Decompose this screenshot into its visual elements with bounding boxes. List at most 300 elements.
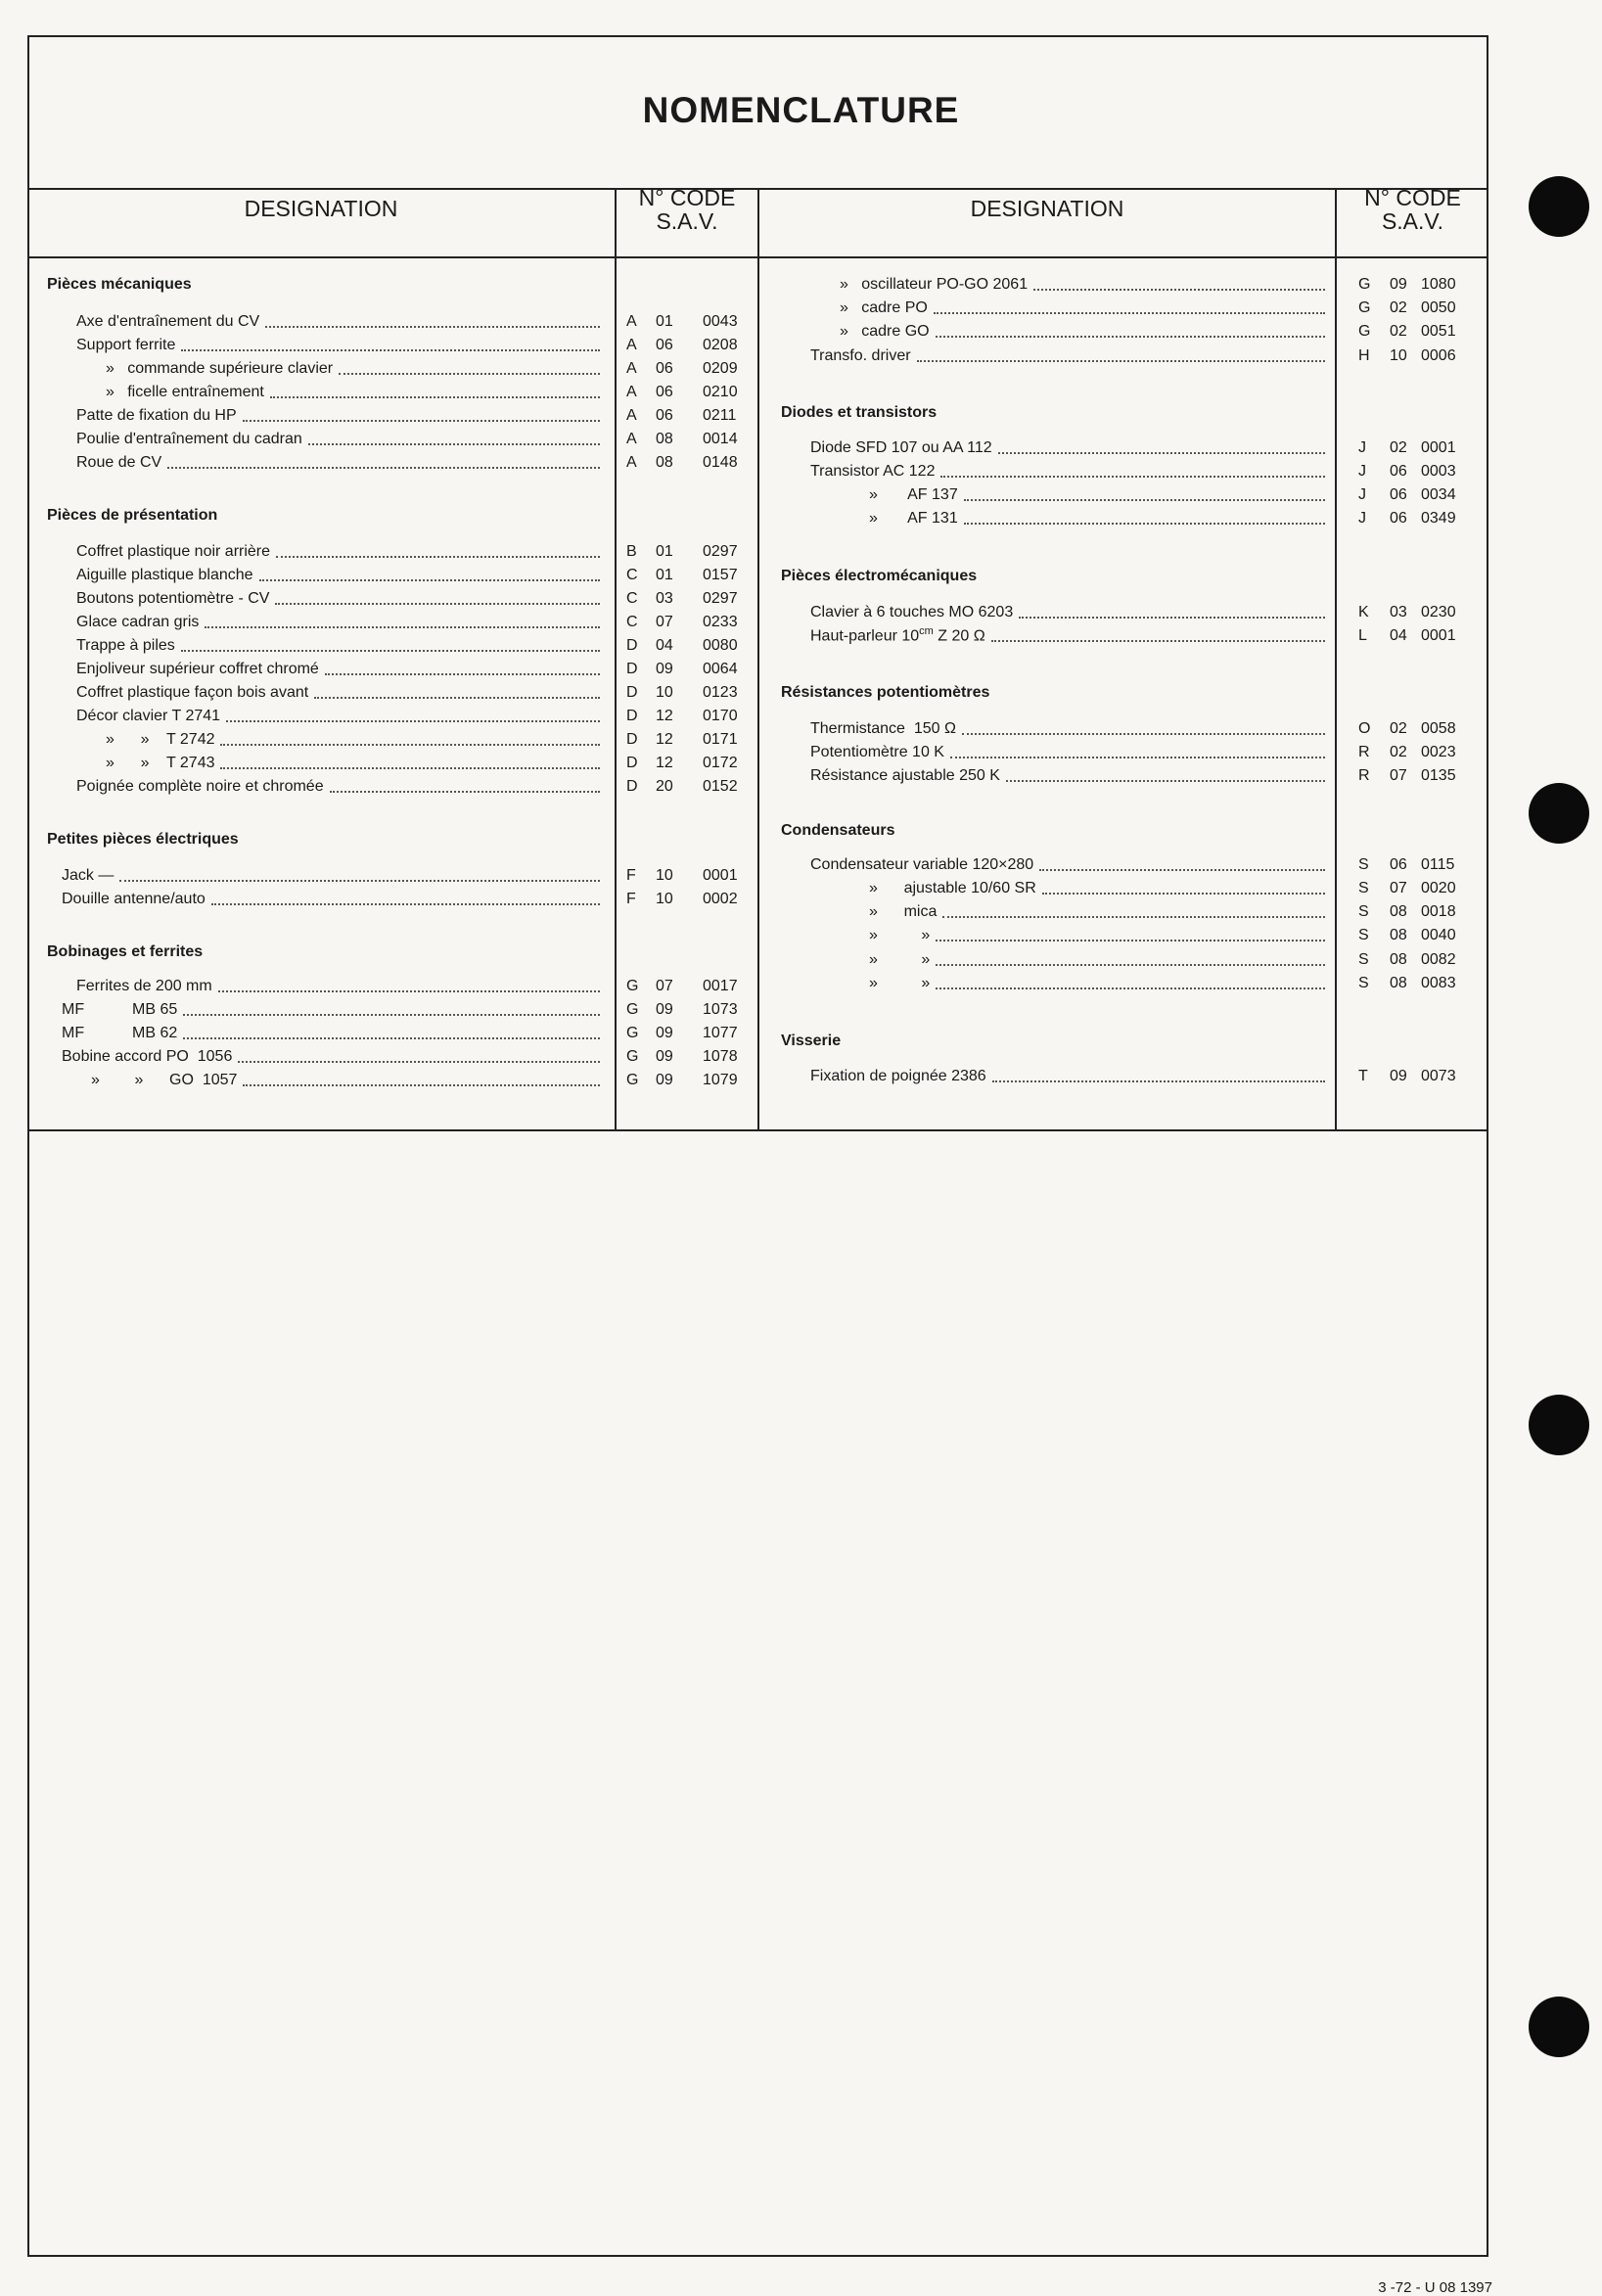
code-part: 02 — [1390, 439, 1407, 456]
part-row — [810, 437, 1329, 459]
code-part: D — [626, 731, 638, 748]
code-part: 0172 — [703, 755, 738, 771]
dot-leader — [940, 475, 1325, 478]
section-heading: Diodes et transistors — [781, 404, 938, 421]
code-part: J — [1358, 486, 1366, 503]
dot-leader — [218, 989, 600, 992]
code-part: G — [626, 1072, 639, 1088]
code-part: D — [626, 755, 638, 771]
sav-code — [1358, 1066, 1476, 1087]
dot-leader — [276, 555, 600, 558]
part-row — [869, 484, 1329, 506]
part-row — [76, 976, 604, 997]
dot-leader — [936, 939, 1325, 941]
part-row — [810, 345, 1329, 367]
sav-code — [1358, 742, 1476, 763]
sav-code — [1358, 973, 1476, 994]
dot-leader — [936, 335, 1325, 338]
part-designation: » » GO 1057 — [91, 1072, 238, 1088]
sav-code — [626, 659, 744, 680]
section-heading: Visserie — [781, 1033, 842, 1049]
code-part: 0208 — [703, 337, 738, 353]
sav-code — [1358, 602, 1476, 623]
code-part: 07 — [656, 978, 673, 994]
code-part: 01 — [656, 543, 673, 560]
code-part: S — [1358, 903, 1369, 920]
code-part: 04 — [656, 637, 673, 654]
code-part: 0148 — [703, 454, 738, 471]
header-designation-right: DESIGNATION — [970, 196, 1124, 221]
code-part: 0020 — [1421, 880, 1456, 896]
code-part: 0043 — [703, 313, 738, 330]
code-part: 0210 — [703, 384, 738, 400]
code-part: A — [626, 313, 637, 330]
sav-code — [1358, 878, 1476, 899]
sav-code — [626, 612, 744, 633]
binder-hole — [1529, 176, 1589, 237]
sav-code — [626, 311, 744, 333]
code-part: 12 — [656, 755, 673, 771]
binder-hole — [1529, 1395, 1589, 1455]
dot-leader — [1042, 892, 1325, 895]
code-part: 06 — [1390, 510, 1407, 527]
part-designation: Potentiomètre 10 K — [810, 744, 944, 760]
code-part: 06 — [656, 360, 673, 377]
dot-leader — [243, 1083, 600, 1086]
part-row — [840, 298, 1329, 319]
sav-code — [626, 1070, 744, 1091]
part-designation: Bobine accord PO 1056 — [62, 1048, 233, 1065]
code-part: S — [1358, 927, 1369, 943]
code-part: C — [626, 614, 638, 630]
code-part: 1073 — [703, 1001, 738, 1018]
dot-leader — [220, 743, 600, 746]
sav-code — [1358, 901, 1476, 923]
code-part: 0014 — [703, 431, 738, 447]
section-heading: Pièces électromécaniques — [781, 568, 978, 584]
part-designation: Patte de fixation du HP — [76, 407, 237, 424]
sav-code — [1358, 274, 1476, 296]
part-row — [76, 588, 604, 610]
code-part: D — [626, 661, 638, 677]
code-part: 0170 — [703, 708, 738, 724]
dot-leader — [314, 696, 600, 699]
part-row — [76, 541, 604, 563]
code-part: O — [1358, 720, 1371, 737]
sav-code — [626, 358, 744, 380]
code-part: F — [626, 867, 636, 884]
code-part: 0002 — [703, 891, 738, 907]
dot-leader — [962, 732, 1325, 735]
sav-code — [626, 976, 744, 997]
part-designation: » cadre PO — [840, 299, 928, 316]
code-part: 09 — [656, 1025, 673, 1041]
code-part: H — [1358, 347, 1370, 364]
code-part: 02 — [1390, 744, 1407, 760]
dot-leader — [243, 419, 600, 422]
dot-leader — [238, 1060, 600, 1063]
part-designation: » » T 2743 — [106, 755, 215, 771]
sav-code — [626, 682, 744, 704]
part-designation: Transistor AC 122 — [810, 463, 936, 480]
part-row — [869, 925, 1329, 946]
code-part: 08 — [1390, 951, 1407, 968]
code-part: 0006 — [1421, 347, 1456, 364]
code-part: 08 — [1390, 975, 1407, 991]
dot-leader — [950, 756, 1325, 758]
part-row — [76, 452, 604, 474]
sav-code — [1358, 854, 1476, 876]
code-part: 06 — [1390, 486, 1407, 503]
dot-leader — [259, 578, 600, 581]
part-row — [106, 382, 604, 403]
code-part: 06 — [1390, 463, 1407, 480]
sav-code — [626, 565, 744, 586]
code-part: 0230 — [1421, 604, 1456, 620]
sav-code — [626, 335, 744, 356]
code-part: 1080 — [1421, 276, 1456, 293]
code-part: 0034 — [1421, 486, 1456, 503]
part-row — [76, 635, 604, 657]
section-heading: Pièces de présentation — [47, 507, 218, 524]
section-heading: Condensateurs — [781, 822, 895, 839]
code-part: 10 — [656, 891, 673, 907]
dot-leader — [998, 451, 1325, 454]
code-part: 09 — [656, 661, 673, 677]
part-designation: Support ferrite — [76, 337, 176, 353]
part-row — [869, 508, 1329, 529]
part-row — [869, 949, 1329, 971]
part-designation: Thermistance 150 Ω — [810, 720, 956, 737]
part-designation: Coffret plastique noir arrière — [76, 543, 271, 560]
code-part: G — [1358, 323, 1371, 340]
code-part: A — [626, 454, 637, 471]
code-part: S — [1358, 880, 1369, 896]
part-row — [840, 274, 1329, 296]
code-part: 01 — [656, 567, 673, 583]
part-row — [76, 706, 604, 727]
code-part: 09 — [1390, 1068, 1407, 1084]
part-row — [869, 878, 1329, 899]
code-part: D — [626, 778, 638, 795]
code-part: 12 — [656, 708, 673, 724]
sav-code — [626, 776, 744, 798]
part-designation: » » — [869, 927, 931, 943]
part-row — [840, 321, 1329, 343]
part-row — [106, 753, 604, 774]
dot-leader — [991, 639, 1325, 642]
code-part: G — [626, 1025, 639, 1041]
part-designation: Douille antenne/auto — [62, 891, 206, 907]
dot-leader — [275, 602, 600, 605]
sav-code — [1358, 345, 1476, 367]
dot-leader — [205, 625, 600, 628]
part-row — [91, 1070, 604, 1091]
part-designation: MF MB 62 — [62, 1025, 178, 1041]
code-part: 0123 — [703, 684, 738, 701]
dot-leader — [183, 1013, 600, 1016]
code-part: 0001 — [703, 867, 738, 884]
sav-code — [626, 588, 744, 610]
part-row — [62, 1023, 604, 1044]
code-part: 0064 — [703, 661, 738, 677]
code-part: 09 — [656, 1072, 673, 1088]
code-part: 0017 — [703, 978, 738, 994]
part-row — [869, 973, 1329, 994]
part-designation: » » — [869, 975, 931, 991]
sav-code — [1358, 925, 1476, 946]
code-part: 0050 — [1421, 299, 1456, 316]
header-designation-left: DESIGNATION — [244, 196, 398, 221]
part-designation: Transfo. driver — [810, 347, 911, 364]
code-part: 0297 — [703, 543, 738, 560]
part-designation: » ajustable 10/60 SR — [869, 880, 1036, 896]
binder-hole — [1529, 783, 1589, 844]
code-part: 07 — [656, 614, 673, 630]
sav-code — [626, 452, 744, 474]
code-part: 07 — [1390, 880, 1407, 896]
sav-code — [1358, 718, 1476, 740]
sav-code — [626, 429, 744, 450]
sav-code — [626, 541, 744, 563]
code-part: 02 — [1390, 323, 1407, 340]
header-code-left: N° CODE S.A.V. — [638, 185, 736, 234]
code-part: 12 — [656, 731, 673, 748]
code-part: 04 — [1390, 627, 1407, 644]
code-part: 0152 — [703, 778, 738, 795]
part-row — [76, 776, 604, 798]
binder-hole — [1529, 1997, 1589, 2057]
part-designation: Poulie d'entraînement du cadran — [76, 431, 302, 447]
part-row — [62, 889, 604, 910]
part-designation: Coffret plastique façon bois avant — [76, 684, 309, 701]
code-part: 0023 — [1421, 744, 1456, 760]
dot-leader — [265, 325, 600, 328]
code-part: G — [1358, 299, 1371, 316]
sav-code — [1358, 437, 1476, 459]
code-part: B — [626, 543, 637, 560]
code-part: 1078 — [703, 1048, 738, 1065]
part-row — [62, 865, 604, 887]
part-designation: Clavier à 6 touches MO 6203 — [810, 604, 1014, 620]
part-designation: Poignée complète noire et chromée — [76, 778, 324, 795]
part-designation: » AF 131 — [869, 510, 958, 527]
part-row — [810, 765, 1329, 787]
part-designation: Aiguille plastique blanche — [76, 567, 253, 583]
code-part: 0018 — [1421, 903, 1456, 920]
document-reference: 3 -72 - U 08 1397 — [1378, 2279, 1492, 2296]
code-part: 0115 — [1421, 856, 1455, 873]
part-designation: » » T 2742 — [106, 731, 215, 748]
part-designation: » AF 137 — [869, 486, 958, 503]
part-row — [62, 999, 604, 1021]
part-designation: Ferrites de 200 mm — [76, 978, 212, 994]
dot-leader — [1039, 868, 1325, 871]
part-row — [76, 612, 604, 633]
sav-code — [1358, 625, 1476, 647]
code-part: 0073 — [1421, 1068, 1456, 1084]
sav-code — [1358, 461, 1476, 482]
code-part: A — [626, 384, 637, 400]
code-part: 02 — [1390, 299, 1407, 316]
part-row — [106, 358, 604, 380]
code-part: 02 — [1390, 720, 1407, 737]
part-designation: » mica — [869, 903, 938, 920]
code-part: 08 — [656, 454, 673, 471]
part-designation: Décor clavier T 2741 — [76, 708, 221, 724]
code-part: 0058 — [1421, 720, 1456, 737]
sav-code — [1358, 765, 1476, 787]
part-row — [810, 1066, 1329, 1087]
code-part: F — [626, 891, 636, 907]
code-part: J — [1358, 510, 1366, 527]
sav-code — [1358, 298, 1476, 319]
code-part: 08 — [1390, 903, 1407, 920]
part-designation: Jack — — [62, 867, 114, 884]
dot-leader — [964, 522, 1325, 525]
sav-code — [1358, 508, 1476, 529]
code-part: 06 — [656, 407, 673, 424]
dot-leader — [992, 1079, 1325, 1082]
part-row — [76, 429, 604, 450]
dot-leader — [167, 466, 600, 469]
code-part: 10 — [656, 867, 673, 884]
part-row — [76, 405, 604, 427]
code-part: 0135 — [1421, 767, 1456, 784]
code-part: C — [626, 567, 638, 583]
code-part: 1079 — [703, 1072, 738, 1088]
code-part: 09 — [1390, 276, 1407, 293]
code-part: T — [1358, 1068, 1368, 1084]
dot-leader — [330, 790, 600, 793]
dot-leader — [1006, 779, 1325, 782]
code-part: 0082 — [1421, 951, 1456, 968]
table-bottom-rule — [27, 1129, 1488, 1131]
sav-code — [1358, 484, 1476, 506]
code-part: 0001 — [1421, 627, 1456, 644]
code-part: 0083 — [1421, 975, 1456, 991]
code-part: G — [626, 1048, 639, 1065]
code-part: R — [1358, 767, 1370, 784]
code-part: K — [1358, 604, 1369, 620]
code-part: 0233 — [703, 614, 738, 630]
part-designation: Condensateur variable 120×280 — [810, 856, 1034, 873]
code-part: 0209 — [703, 360, 738, 377]
part-row — [810, 854, 1329, 876]
left-code-divider — [615, 188, 617, 1129]
section-heading: Résistances potentiomètres — [781, 684, 990, 701]
part-designation: » » — [869, 951, 931, 968]
code-part: 07 — [1390, 767, 1407, 784]
sav-code — [626, 405, 744, 427]
part-designation: Fixation de poignée 2386 — [810, 1068, 986, 1084]
dot-leader — [917, 359, 1325, 362]
code-part: 10 — [656, 684, 673, 701]
code-part: 09 — [656, 1001, 673, 1018]
dot-leader — [181, 348, 600, 351]
sav-code — [1358, 321, 1476, 343]
code-part: 0003 — [1421, 463, 1456, 480]
section-heading: Petites pièces électriques — [47, 831, 239, 848]
center-divider — [757, 188, 759, 1129]
part-row — [810, 625, 1329, 647]
part-row — [106, 729, 604, 751]
code-part: G — [1358, 276, 1371, 293]
dot-leader — [226, 719, 600, 722]
sav-code — [626, 865, 744, 887]
part-designation: Résistance ajustable 250 K — [810, 767, 1000, 784]
code-part: G — [626, 1001, 639, 1018]
code-part: 06 — [656, 337, 673, 353]
code-part: S — [1358, 856, 1369, 873]
part-designation: Boutons potentiomètre - CV — [76, 590, 270, 607]
code-part: G — [626, 978, 639, 994]
part-designation: Enjoliveur supérieur coffret chromé — [76, 661, 319, 677]
code-part: 03 — [1390, 604, 1407, 620]
sav-code — [626, 1046, 744, 1068]
code-part: 10 — [1390, 347, 1407, 364]
code-part: 08 — [1390, 927, 1407, 943]
code-part: L — [1358, 627, 1367, 644]
code-part: D — [626, 637, 638, 654]
sav-code — [626, 382, 744, 403]
sav-code — [626, 999, 744, 1021]
code-part: 0040 — [1421, 927, 1456, 943]
dot-leader — [936, 987, 1325, 989]
code-part: 0349 — [1421, 510, 1456, 527]
dot-leader — [325, 672, 600, 675]
sav-code — [626, 729, 744, 751]
code-part: R — [1358, 744, 1370, 760]
code-part: A — [626, 360, 637, 377]
part-designation: » ficelle entraînement — [106, 384, 264, 400]
part-designation: Haut-parleur $10^{cm}$ Z 20 Ω — [810, 624, 985, 644]
code-part: 1077 — [703, 1025, 738, 1041]
dot-leader — [181, 649, 600, 652]
page-title: NOMENCLATURE — [642, 90, 960, 130]
dot-leader — [1033, 288, 1325, 291]
code-part: A — [626, 407, 637, 424]
sav-code — [626, 706, 744, 727]
code-part: 0001 — [1421, 439, 1456, 456]
part-row — [76, 311, 604, 333]
sav-code — [626, 889, 744, 910]
dot-leader — [942, 915, 1325, 918]
section-heading: Bobinages et ferrites — [47, 943, 204, 960]
dot-leader — [270, 395, 600, 398]
part-row — [810, 718, 1329, 740]
dot-leader — [220, 766, 600, 769]
part-row — [810, 742, 1329, 763]
dot-leader — [936, 963, 1325, 966]
code-part: 03 — [656, 590, 673, 607]
code-part: 0211 — [703, 407, 737, 424]
code-part: 0051 — [1421, 323, 1456, 340]
code-part: 09 — [656, 1048, 673, 1065]
dot-leader — [119, 879, 600, 882]
sav-code — [626, 1023, 744, 1044]
part-designation: Roue de CV — [76, 454, 162, 471]
dot-leader — [308, 442, 600, 445]
dot-leader — [339, 372, 600, 375]
code-part: C — [626, 590, 638, 607]
code-part: S — [1358, 975, 1369, 991]
part-designation: Diode SFD 107 ou AA 112 — [810, 439, 992, 456]
dot-leader — [1019, 616, 1325, 619]
dot-leader — [964, 498, 1325, 501]
code-part: 01 — [656, 313, 673, 330]
code-part: A — [626, 337, 637, 353]
